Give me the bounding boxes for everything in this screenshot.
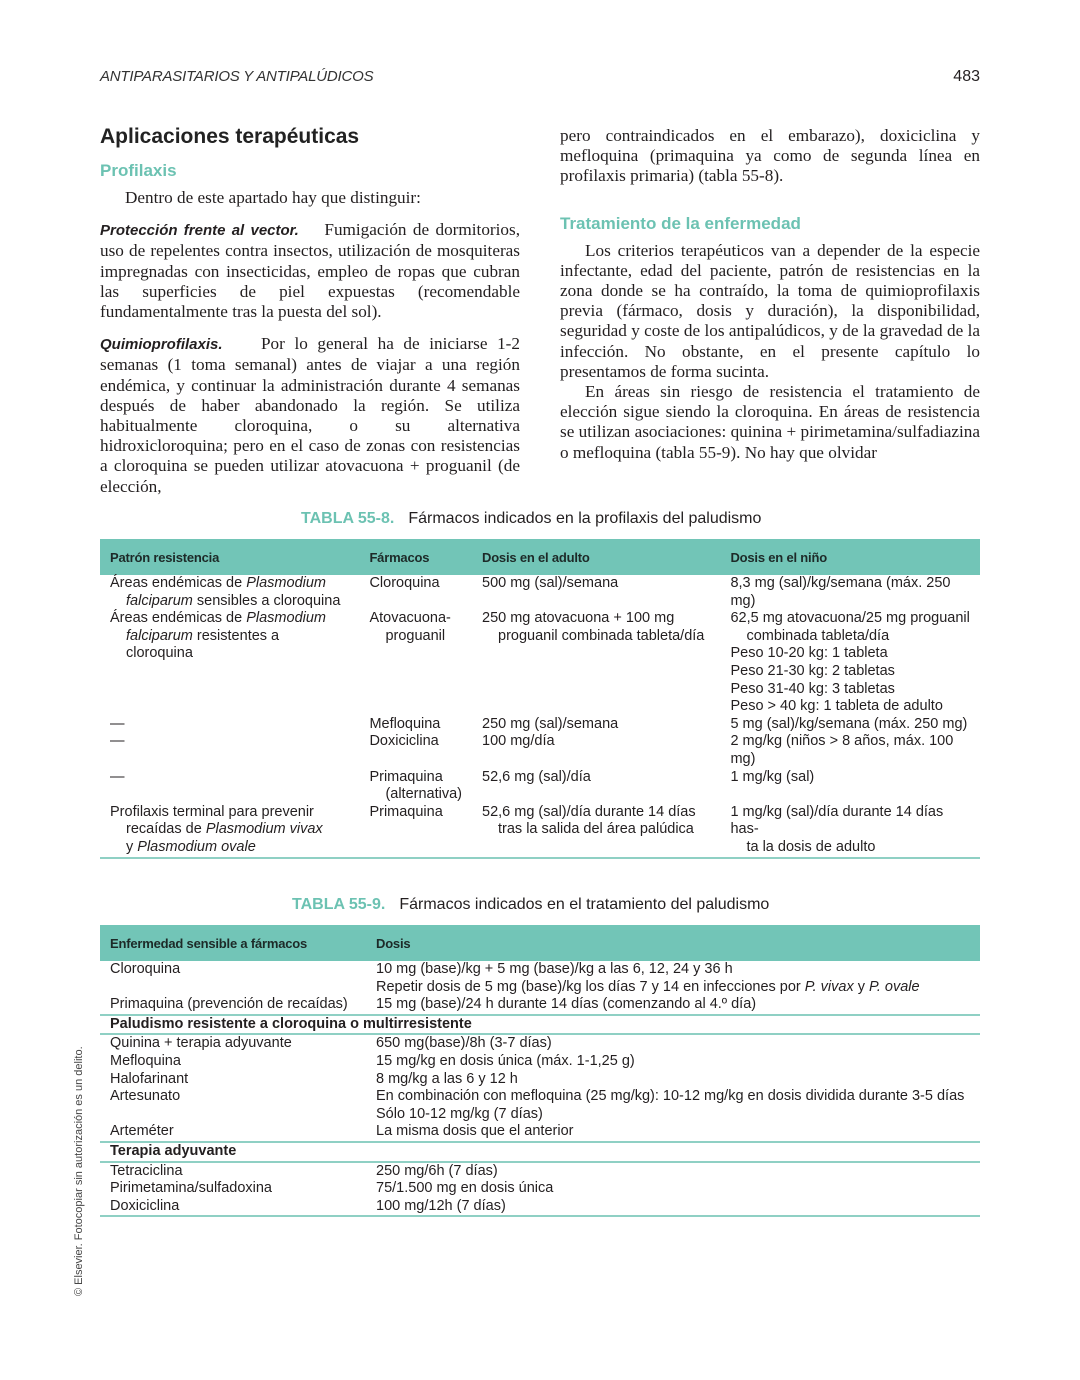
child-dose-cell: 62,5 mg atovacuona/25 mg proguanil combinada tableta/día Peso 10-20 kg: 1 tableta Peso 21-30 kg: 2 tabletas Peso 31-40 kg: 3 tabletas Peso > 40 kg: 1 tableta de adulto <box>730 610 970 715</box>
group-title: Paludismo resistente a cloroquina o multirresistente <box>100 1015 980 1035</box>
pattern-cell: — <box>110 715 125 732</box>
table-header-row <box>100 925 980 961</box>
dose-cell: 15 mg (base)/24 h durante 14 días (comenzando al 4.º día) <box>366 996 980 1015</box>
page-number: 483 <box>953 68 980 85</box>
dose-cell: 250 mg/6h (7 días) <box>376 1162 498 1179</box>
adult-dose-cell: 52,6 mg (sal)/día <box>482 768 591 785</box>
column-header: Fármacos <box>359 539 472 575</box>
column-header: Patrón resistencia <box>100 539 359 575</box>
drug-cell: Arteméter <box>100 1123 366 1142</box>
table-row <box>100 733 980 768</box>
right-column <box>560 126 980 463</box>
drug-cell: Primaquina (alternativa) <box>369 768 462 803</box>
dose-cell: 15 mg/kg en dosis única (máx. 1-1,25 g) <box>376 1052 635 1069</box>
drug-cell: Cloroquina <box>110 961 181 977</box>
drug-cell: Artesunato <box>110 1088 181 1105</box>
chemoprophylaxis-paragraph <box>100 334 520 497</box>
adult-dose-cell: 250 mg (sal)/semana <box>482 715 619 732</box>
child-dose-cell: 1 mg/kg (sal)/día durante 14 días has- ta la dosis de adulto <box>720 804 980 858</box>
table-row <box>100 996 980 1015</box>
column-header: Dosis en el niño <box>720 539 980 575</box>
table-row <box>100 1123 980 1142</box>
drug-cell: Atovacuona- proguanil <box>369 610 451 644</box>
pattern-cell: — <box>110 768 125 785</box>
table-row <box>100 769 980 804</box>
adult-dose-cell: 52,6 mg (sal)/día durante 14 días tras la salida del área palúdica <box>472 804 720 858</box>
table-number: TABLA 55-8. <box>301 510 395 527</box>
column-header: Enfermedad sensible a fármacos <box>100 925 366 961</box>
child-dose-cell: 5 mg (sal)/kg/semana (máx. 250 mg) <box>730 715 968 732</box>
table-row <box>100 961 980 996</box>
dose-cell: 8 mg/kg a las 6 y 12 h <box>376 1070 518 1087</box>
drug-cell: Pirimetamina/sulfadoxina <box>110 1180 272 1197</box>
drug-cell: Quinina + terapia adyuvante <box>110 1035 292 1052</box>
intro-paragraph: Dentro de este apartado hay que distinguir: <box>125 188 421 207</box>
resistance-paragraph: En áreas sin riesgo de resistencia el tratamiento de elección sigue siendo la cloroquina. En áreas de resistencia se utilizan asociaciones: quinina + pirimetamina/sulfadiazina o mefloquina (tabla 55-9). No hay que olvidar <box>560 382 980 462</box>
criteria-paragraph: Los criterios terapéuticos van a depender de la especie infectante, edad del paciente, patrón de resistencias en la zona donde se ha contraído, la toma de quimioprofilaxis previa (fármaco, dosis y duración), la disponibilidad, seguridad y coste de los antipalúdicos, y de la gravedad de la infección. No obstante, en el presente capítulo lo presentamos de forma sucinta. <box>560 240 980 381</box>
table-55-9-caption <box>292 896 769 914</box>
group-header-resistant <box>100 1015 980 1035</box>
table-55-9 <box>100 925 980 1217</box>
drug-cell: Doxiciclina <box>369 733 439 750</box>
table-number: TABLA 55-9. <box>292 896 386 913</box>
table-row <box>100 1162 980 1181</box>
table-row <box>100 1034 980 1053</box>
drug-cell: Mefloquina <box>110 1052 181 1069</box>
group-title: Terapia adyuvante <box>100 1142 980 1162</box>
table-title: Fármacos indicados en el tratamiento del paludismo <box>399 896 770 913</box>
dose-cell: La misma dosis que el anterior <box>366 1123 980 1142</box>
adult-dose-cell: 100 mg/día <box>482 733 555 750</box>
subsection-title-profilaxis: Profilaxis <box>100 161 177 180</box>
dose-cell: 10 mg (base)/kg + 5 mg (base)/kg a las 6, 12, 24 y 36 h Repetir dosis de 5 mg (base)/kg los días 7 y 14 en infecciones por P. vivax y P. ovale <box>376 961 920 995</box>
subsection-title-tratamiento: Tratamiento de la enfermedad <box>560 213 801 233</box>
dose-cell: 650 mg(base)/8h (3-7 días) <box>376 1035 552 1052</box>
adult-dose-cell: 250 mg atovacuona + 100 mg proguanil combinada tableta/día <box>482 610 705 644</box>
drug-cell: Mefloquina <box>369 715 441 732</box>
left-column <box>100 124 520 497</box>
drug-cell: Primaquina <box>359 804 472 858</box>
table-row <box>100 804 980 858</box>
paragraph-text: Por lo general ha de iniciarse 1-2 semanas (1 toma semanal) antes de viajar a una región endémica, y continuar la administración durante 4 semanas después de haber abandonado la región. Se utiliza habitualmente cloroquina, o su alternativa hidroxicloroquina; pero en el caso de zonas con resistencias a cloroquina se pueden utilizar atovacuona + proguanil (de elección, <box>100 334 520 496</box>
table-row <box>100 1198 980 1217</box>
pattern-cell: Profilaxis terminal para prevenir recaídas de Plasmodium vivax y Plasmodium ovale <box>100 804 359 858</box>
pattern-cell: Áreas endémicas de Plasmodium falciparum resistentes a cloroquina <box>110 610 326 662</box>
dose-cell: 75/1.500 mg en dosis única <box>376 1180 554 1197</box>
child-dose-cell: 2 mg/kg (niños > 8 años, máx. 100 mg) <box>730 733 954 767</box>
table-row <box>100 1088 980 1123</box>
running-head: ANTIPARASITARIOS Y ANTIPALÚDICOS <box>100 68 374 85</box>
drug-cell: Cloroquina <box>369 575 440 591</box>
section-title: Aplicaciones terapéuticas <box>100 125 360 148</box>
drug-cell: Tetraciclina <box>110 1162 183 1179</box>
pattern-cell: — <box>110 733 125 750</box>
table-row <box>100 1071 980 1089</box>
vector-paragraph <box>100 220 520 322</box>
column-header: Dosis en el adulto <box>472 539 720 575</box>
table-55-8-caption <box>301 510 761 528</box>
dose-cell: 100 mg/12h (7 días) <box>366 1198 980 1217</box>
continuation-paragraph: pero contraindicados en el embarazo), doxiciclina y mefloquina (primaquina ya como de segunda línea en profilaxis primaria) (tabla 55-8). <box>560 126 980 186</box>
table-row <box>100 575 980 610</box>
child-dose-cell: 1 mg/kg (sal) <box>730 768 815 785</box>
table-row <box>100 1180 980 1198</box>
child-dose-cell: 8,3 mg (sal)/kg/semana (máx. 250 mg) <box>730 575 951 609</box>
dose-cell: En combinación con mefloquina (25 mg/kg): 10-12 mg/kg en dosis dividida durante 3-5 días Sólo 10-12 mg/kg (7 días) <box>376 1088 965 1122</box>
drug-cell: Primaquina (prevención de recaídas) <box>100 996 366 1015</box>
table-55-8 <box>100 539 980 859</box>
table-title: Fármacos indicados en la profilaxis del paludismo <box>408 510 762 527</box>
table-header-row <box>100 539 980 575</box>
group-header-adjuvant <box>100 1142 980 1162</box>
table-row <box>100 716 980 734</box>
adult-dose-cell: 500 mg (sal)/semana <box>482 575 619 591</box>
column-header: Dosis <box>366 925 980 961</box>
copyright-notice: © Elsevier. Fotocopiar sin autorización es un delito. <box>73 1046 85 1296</box>
drug-cell: Doxiciclina <box>100 1198 366 1217</box>
run-in-heading: Quimioprofilaxis. <box>100 336 223 354</box>
run-in-heading: Protección frente al vector. <box>100 222 299 240</box>
paragraph-text: Fumigación de dormitorios, uso de repelentes contra insectos, utilización de mosquiteras impregnadas con insecticidas, empleo de ropas que cubran las superficies de piel expuestas (recomendable fundamentalmente tras la puesta del sol). <box>100 220 520 322</box>
table-row <box>100 610 980 716</box>
table-row <box>100 1053 980 1071</box>
pattern-cell: Áreas endémicas de Plasmodium falciparum sensibles a cloroquina <box>110 575 341 609</box>
drug-cell: Halofarinant <box>110 1070 189 1087</box>
